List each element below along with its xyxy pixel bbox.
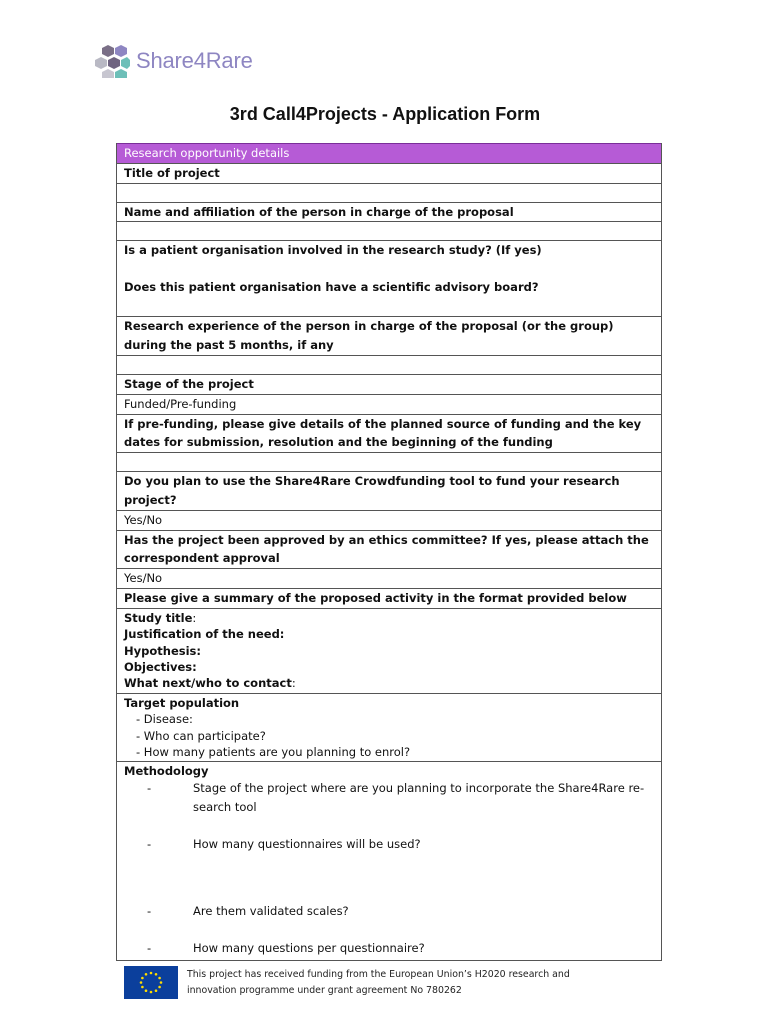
methodology-item [124,779,654,817]
study-title-field: Study title: [124,610,197,625]
bullet-dash: - [147,941,152,956]
title-of-project-label: Title of project [117,163,661,183]
target-population[interactable] [117,693,661,762]
page-title: 3rd Call4Projects - Application Form [229,104,541,124]
what-next-field: What next/who to contact: [124,676,296,691]
target-item-enrol: - How many patients are you planning to enrol? [136,745,411,759]
target-population-label: Target population [124,695,240,710]
name-affiliation-label: Name and affiliation of the person in charge of the proposal [117,202,661,222]
methodology-label: Methodology [124,764,209,779]
bullet-dash: - [147,837,152,852]
research-experience-field[interactable] [117,355,661,374]
methodology-item [124,835,654,854]
methodology-item-questionnaires: How many questionnaires will be used? [193,837,421,852]
methodology-item-questions: How many questions per questionnaire? [193,941,425,956]
justification-field: Justification of the need: [124,627,285,642]
crowdfunding-label: Do you plan to use the Share4Rare Crowdfunding tool to fund your research project? [117,471,661,510]
advisory-board-question: Does this patient organisation have a scientific advisory board? [124,280,539,295]
patient-org-question: Is a patient organisation involved in the research study? (If yes) [124,243,542,258]
bullet-dash: - [147,781,152,796]
methodology-item [124,902,654,921]
funding-statement: This project has received funding from the European Union’s H2020 research and innovation programme under grant agreement No 780262 [187,969,570,996]
objectives-field: Objectives: [124,659,197,674]
prefunding-field[interactable] [117,452,661,471]
share4rare-logo-icon [94,44,130,78]
target-item-participants: - Who can participate? [136,728,266,743]
methodology[interactable] [117,761,661,960]
name-affiliation-field[interactable] [117,221,661,240]
summary-label: Please give a summary of the proposed activity in the format provided below [117,588,661,608]
crowdfunding-value[interactable]: Yes/No [117,510,661,530]
share4rare-logo [94,44,253,78]
title-of-project-field[interactable] [117,183,661,202]
eu-flag-icon [124,966,178,999]
funding-footer [124,966,607,999]
hypothesis-field: Hypothesis: [124,643,201,658]
methodology-item-stage: Stage of the project where are you planning to incorporate the Share4Rare re-search tool [193,781,645,815]
stage-label: Stage of the project [117,374,661,394]
section-header: Research opportunity details [117,143,661,163]
target-item-disease: - Disease: [136,712,193,727]
research-experience-label: Research experience of the person in charge of the proposal (or the group) during the past 5 months, if any [117,316,661,355]
ethics-label: Has the project been approved by an ethics committee? If yes, please attach the correspondent approval [117,530,661,569]
methodology-item-validated: Are them validated scales? [193,904,349,919]
logo-text: Share4Rare [136,48,253,73]
application-form [116,143,662,961]
bullet-dash: - [147,904,152,919]
patient-org-block[interactable] [117,240,661,316]
ethics-value[interactable]: Yes/No [117,568,661,588]
summary-fields[interactable] [117,608,661,693]
prefunding-label: If pre-funding, please give details of the planned source of funding and the key dates for submission, resolution and the beginning of the funding [117,414,661,453]
methodology-item [124,939,654,958]
stage-value[interactable]: Funded/Pre-funding [117,394,661,414]
